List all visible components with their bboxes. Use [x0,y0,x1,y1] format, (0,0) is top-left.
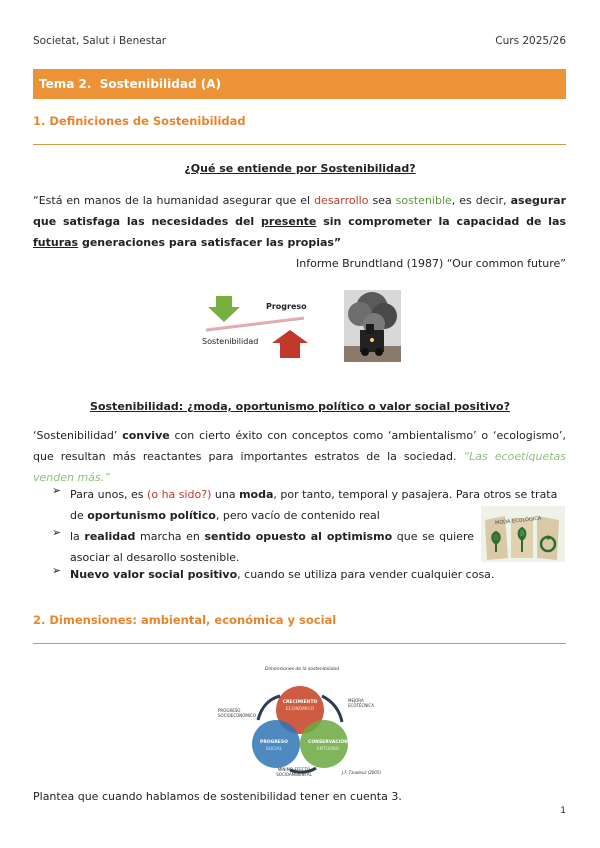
section1-title: 1. Definiciones de Sostenibilidad [33,114,246,128]
progress-arrows-graphic [200,290,325,362]
section1-rule [33,144,566,145]
venn-c1-sub: ECONÓMICO [285,707,315,712]
sostenibilidad-label: Sostenibilidad [202,337,259,346]
balance-line-shadow [206,319,304,331]
bullet-nuevo-valor [70,564,566,585]
progreso-label: Progreso [266,302,307,311]
section2-text: Plantea que cuando hablamos de sostenibilidad tener en cuenta 3. [33,790,402,803]
quote-part: “Está en manos de la humanidad asegurar que el [33,194,315,207]
tema-bar [33,69,566,99]
bullet-realidad [70,526,474,568]
intro-ecoetiquetas: “Las ecoetiquetas venden más.” [33,450,567,484]
steam-train-image [344,290,401,362]
venn-left-label: PROGRESO SOCIOECONÓMICO [218,708,256,718]
section1b-question: Sostenibilidad: ¿moda, oportunismo político o valor social positivo? [90,400,510,413]
venn-c2-sub: SOCIAL [265,747,283,752]
bullet-bold: Nuevo valor social positivo [70,568,238,581]
intro-part: con cierto éxito con conceptos como ‘ambientalismo’ o ‘ecologismo’, que resultan más reactantes para importantes estratos de la sociedad. [33,429,566,463]
red-arrow-up [272,330,308,358]
bullet-bold: moda [239,488,274,501]
section2-title: 2. Dimensiones: ambiental, económica y social [33,613,337,627]
bullet-part: Para unos, es [70,488,148,501]
train-icon [344,290,401,362]
bullet-red: (o ha sido?) [147,488,212,501]
section2-rule [33,643,566,644]
quote-source: Informe Brundtland (1987) “Our common future” [296,257,566,270]
bullet-part: , cuando se utiliza para vender cualquier cosa. [237,568,495,581]
bullet-arrow-icon: ➢ [52,526,62,539]
quote-futuras: futuras [33,236,79,249]
bullet-arrow-icon: ➢ [52,484,62,497]
eco-tags-image [481,506,565,562]
bullet-bold: oportunismo político [87,509,216,522]
quote-bold: asegurar que satisfaga las necesidades del [33,194,567,228]
brundtland-quote [33,190,566,253]
venn-right-label: MEJORA ECOTÉCNICA [348,698,374,708]
balance-line [206,318,304,330]
section1-question: ¿Qué se entiende por Sostenibilidad? [184,162,416,175]
venn-bottom-label: MÍNIMO EFECTO SOCIOAMBIENTAL [276,767,312,777]
progress-diagram [200,290,325,362]
venn-c1-title: CRECIMIENTO [282,700,318,705]
bullet-part: que se quiere asociar al desarollo sostenible. [70,530,474,564]
bullet-part: marcha en [135,530,205,543]
green-arrow-down [208,296,240,322]
quote-bold: sin comprometer la capacidad de las [316,215,567,228]
bullet-bold: realidad [84,530,136,543]
venn-c2-title: PROGRESO [260,740,288,745]
tema-title: Sostenibilidad (A) [99,77,221,91]
bullet-part: una [211,488,240,501]
bullet-part: la [70,530,85,543]
venn-c3-title: CONSERVACIÓN [308,740,348,745]
venn-diagram [218,664,382,782]
tema-label: Tema 2. [39,77,92,91]
bullet-bold: sentido opuesto al optimismo [204,530,393,543]
tags-label: MODA ECOLÓGICA [494,515,542,527]
bullet-part: , por tanto, temporal y pasajera. Para otros se trata de [70,488,558,522]
quote-part: sea [368,194,396,207]
section1b-intro [33,425,566,488]
intro-part: ‘Sostenibilidad’ [33,429,123,442]
quote-bold: generaciones para satisfacer las propias” [78,236,342,249]
venn-credit: J.F. Tzuoleuz (2005) [342,770,382,775]
venn-top-caption: Dimensiones de la sostenibilidad [264,667,340,672]
header-year: Curs 2025/26 [495,35,566,47]
bullet-part: , pero vacío de contenido real [215,509,380,522]
quote-presente: presente [261,215,317,228]
eco-tags-icon [481,506,565,562]
intro-convive: convive [122,429,170,442]
quote-desarrollo: desarrollo [314,194,369,207]
bullet-arrow-icon: ➢ [52,564,62,577]
venn-c3-sub: ENTORNO [316,747,340,752]
page-number: 1 [560,806,566,816]
venn-graphic [218,664,382,782]
quote-part: , es decir, [451,194,511,207]
quote-sostenible: sostenible [395,194,452,207]
header-course: Societat, Salut i Benestar [33,35,167,47]
